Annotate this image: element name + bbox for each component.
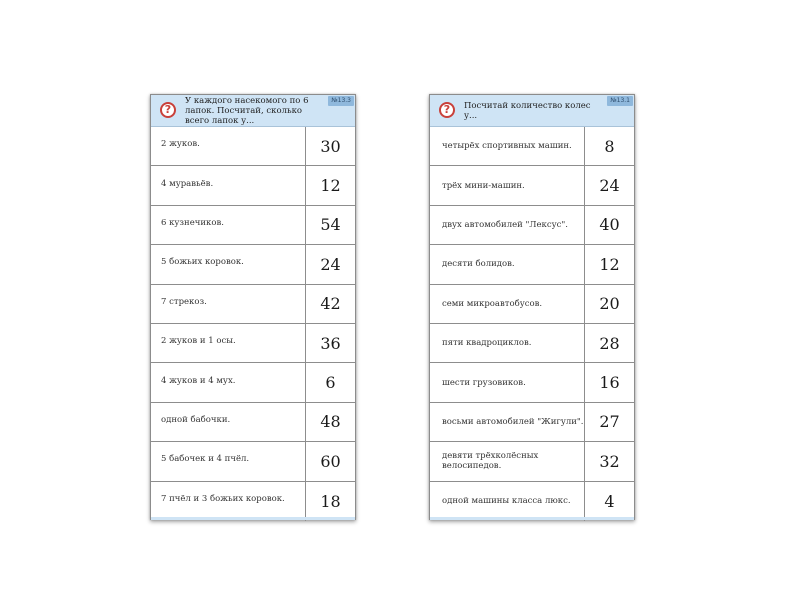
table-row[interactable] xyxy=(430,127,634,166)
table-row[interactable] xyxy=(151,403,355,442)
row-label: 7 пчёл и 3 божьих коровок. xyxy=(151,482,306,521)
row-value[interactable]: 60 xyxy=(320,451,341,471)
row-label: одной машины класса люкс. xyxy=(430,482,585,521)
row-value[interactable]: 40 xyxy=(599,215,620,235)
table-row[interactable] xyxy=(151,245,355,284)
table-row[interactable] xyxy=(430,363,634,402)
row-label: 2 жуков. xyxy=(151,127,306,165)
card-footer xyxy=(430,517,634,520)
row-label: 2 жуков и 1 осы. xyxy=(151,324,306,362)
table-row[interactable] xyxy=(151,482,355,521)
row-value[interactable]: 8 xyxy=(604,136,615,156)
table-row[interactable] xyxy=(430,482,634,521)
table-row[interactable] xyxy=(430,442,634,481)
row-label: одной бабочки. xyxy=(151,403,306,441)
row-value[interactable]: 4 xyxy=(604,491,615,511)
row-value[interactable]: 30 xyxy=(320,136,341,156)
row-value[interactable]: 42 xyxy=(320,294,341,314)
row-label: семи микроавтобусов. xyxy=(430,285,585,323)
table-row[interactable] xyxy=(151,363,355,402)
question-text: Посчитай количество колес у... xyxy=(464,100,591,121)
table-row[interactable] xyxy=(151,206,355,245)
row-value[interactable]: 6 xyxy=(325,373,336,393)
row-value[interactable]: 12 xyxy=(320,176,341,196)
table-row[interactable] xyxy=(151,166,355,205)
table-row[interactable] xyxy=(430,324,634,363)
table-row[interactable] xyxy=(430,403,634,442)
insects-legs-card xyxy=(150,94,356,520)
match-rows xyxy=(430,127,634,521)
row-label: 4 жуков и 4 мух. xyxy=(151,363,306,401)
row-label: 7 стрекоз. xyxy=(151,285,306,323)
row-label: десяти болидов. xyxy=(430,245,585,283)
question-icon[interactable]: ? xyxy=(160,102,176,118)
row-label: шести грузовиков. xyxy=(430,363,585,401)
row-value[interactable]: 48 xyxy=(320,412,341,432)
row-value[interactable]: 54 xyxy=(320,215,341,235)
row-value[interactable]: 16 xyxy=(599,373,620,393)
row-label: 5 божьих коровок. xyxy=(151,245,306,283)
table-row[interactable] xyxy=(151,285,355,324)
exercise-badge: №13.1 xyxy=(607,96,633,106)
row-value[interactable]: 12 xyxy=(599,254,620,274)
table-row[interactable] xyxy=(151,324,355,363)
table-row[interactable] xyxy=(430,285,634,324)
row-label: 4 муравьёв. xyxy=(151,166,306,204)
row-label: пяти квадроциклов. xyxy=(430,324,585,362)
question-icon[interactable]: ? xyxy=(439,102,455,118)
row-label: четырёх спортивных машин. xyxy=(430,127,585,165)
row-label: восьми автомобилей "Жигули". xyxy=(430,403,585,441)
card-header xyxy=(151,95,355,127)
table-row[interactable] xyxy=(151,127,355,166)
vehicle-wheels-card xyxy=(429,94,635,520)
row-value[interactable]: 32 xyxy=(599,451,620,471)
card-footer xyxy=(151,517,355,520)
table-row[interactable] xyxy=(430,166,634,205)
row-label: девяти трёхколёсных велосипедов. xyxy=(430,442,585,480)
row-value[interactable]: 18 xyxy=(320,491,341,511)
table-row[interactable] xyxy=(151,442,355,481)
table-row[interactable] xyxy=(430,206,634,245)
card-header xyxy=(430,95,634,127)
row-label: 6 кузнечиков. xyxy=(151,206,306,244)
row-value[interactable]: 24 xyxy=(320,254,341,274)
row-label: двух автомобилей "Лексус". xyxy=(430,206,585,244)
row-value[interactable]: 36 xyxy=(320,333,341,353)
table-row[interactable] xyxy=(430,245,634,284)
row-label: 5 бабочек и 4 пчёл. xyxy=(151,442,306,480)
row-value[interactable]: 24 xyxy=(599,176,620,196)
row-value[interactable]: 27 xyxy=(599,412,620,432)
match-rows xyxy=(151,127,355,521)
exercise-badge: №13.3 xyxy=(328,96,354,106)
row-value[interactable]: 20 xyxy=(599,294,620,314)
question-text: У каждого насекомого по 6 лапок. Посчитай, сколько всего лапок у... xyxy=(185,95,309,126)
row-value[interactable]: 28 xyxy=(599,333,620,353)
row-label: трёх мини-машин. xyxy=(430,166,585,204)
